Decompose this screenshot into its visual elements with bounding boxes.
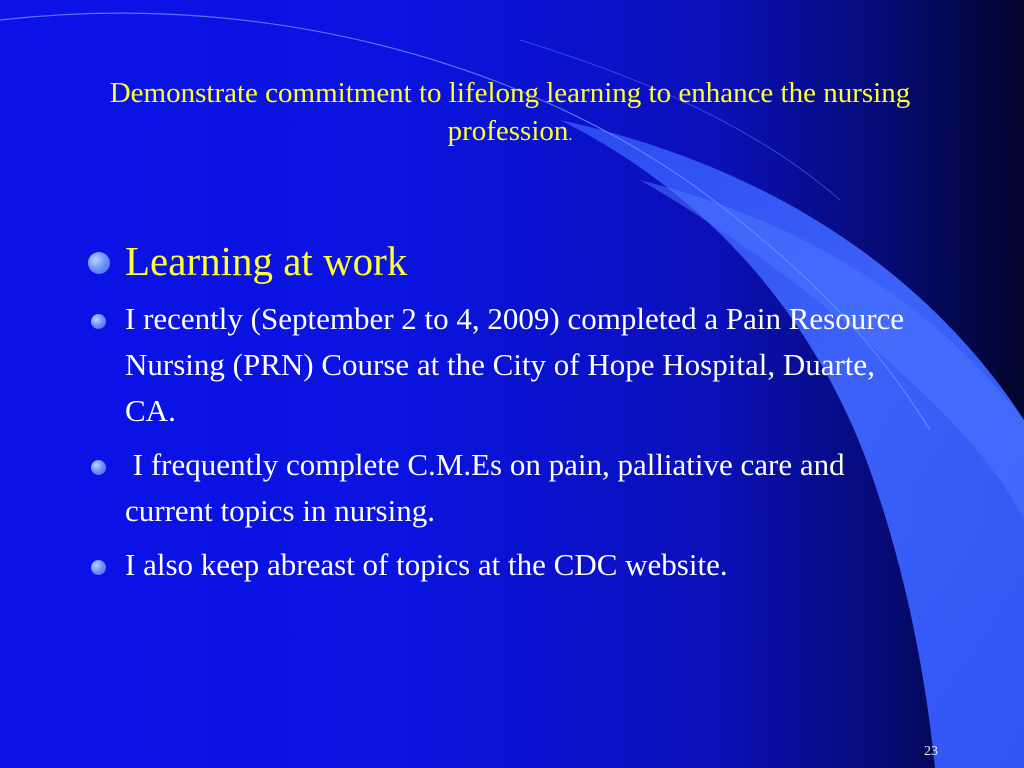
slide-title: [60, 74, 960, 155]
bullet-dot-icon: [91, 460, 106, 475]
bullet-text: I frequently complete C.M.Es on pain, palliative care and current topics in nursing.: [125, 447, 853, 528]
bullet-item: [88, 542, 918, 588]
bullet-item: [88, 442, 918, 534]
slide-title-end-mark: .: [568, 127, 573, 144]
bullet-list: [88, 236, 918, 596]
bullet-item-heading: [88, 236, 918, 286]
bullet-text: I also keep abreast of topics at the CDC website.: [125, 547, 728, 582]
slide-number: 23: [924, 744, 938, 759]
bullet-dot-icon: [91, 314, 106, 329]
bullet-dot-icon: [91, 560, 106, 575]
slide-title-text: Demonstrate commitment to lifelong learning to enhance the nursing profession: [109, 77, 911, 147]
bullet-item: [88, 296, 918, 434]
bullet-dot-icon: [88, 252, 110, 274]
bullet-text: Learning at work: [125, 238, 408, 284]
bullet-text: I recently (September 2 to 4, 2009) completed a Pain Resource Nursing (PRN) Course at the City of Hope Hospital, Duarte, CA.: [125, 301, 905, 428]
